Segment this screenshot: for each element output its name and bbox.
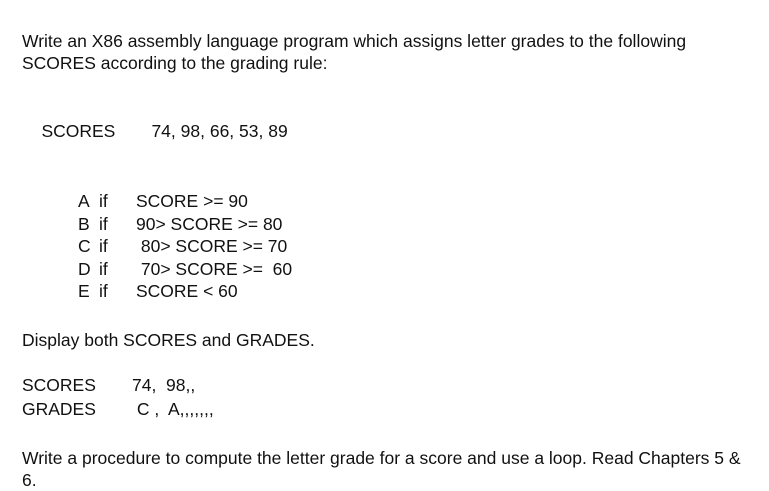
rule-grade: A xyxy=(78,191,90,211)
rule-row-e xyxy=(78,280,752,303)
rule-condition: 90> SCORE >= 80 xyxy=(136,213,283,234)
sample-grades-values: C , A,,,,,,, xyxy=(132,398,214,419)
closing-paragraph: Write a procedure to compute the letter grade for a score and use a loop. Read Chapters 5 & 6. xyxy=(22,447,741,490)
scores-label: SCORES xyxy=(41,121,116,141)
rule-if: if xyxy=(99,281,108,301)
rule-if: if xyxy=(99,191,108,211)
sample-grades-row xyxy=(22,397,752,421)
rule-row-b xyxy=(78,213,752,236)
rule-grade: E xyxy=(78,281,90,301)
rule-condition: SCORE >= 90 xyxy=(136,191,248,211)
rule-if: if xyxy=(99,213,108,234)
rule-condition: SCORE < 60 xyxy=(136,281,238,301)
sample-scores-label: SCORES xyxy=(22,374,96,395)
rule-grade: B xyxy=(78,213,90,234)
rule-row-c xyxy=(78,235,752,258)
rule-condition: 80> SCORE >= 70 xyxy=(136,236,288,256)
rule-if: if xyxy=(99,236,108,256)
rule-row-a xyxy=(78,190,752,213)
sample-output xyxy=(22,373,752,421)
rule-condition: 70> SCORE >= 60 xyxy=(136,258,293,279)
sample-scores-values: 74, 98,, xyxy=(132,374,196,395)
assignment-document xyxy=(22,30,752,491)
scores-values: 74, 98, 66, 53, 89 xyxy=(151,121,288,141)
rule-grade: C xyxy=(78,236,91,256)
rule-grade: D xyxy=(78,258,91,279)
sample-grades-label: GRADES xyxy=(22,398,96,419)
intro-paragraph: Write an X86 assembly language program which assigns letter grades to the following SCORES according to the grading rule: xyxy=(22,31,687,73)
display-instruction: Display both SCORES and GRADES. xyxy=(22,329,315,350)
scores-line xyxy=(22,98,752,164)
grading-rules xyxy=(78,190,752,303)
rule-if: if xyxy=(99,258,108,279)
sample-scores-row xyxy=(22,373,752,397)
rule-row-d xyxy=(78,258,752,281)
